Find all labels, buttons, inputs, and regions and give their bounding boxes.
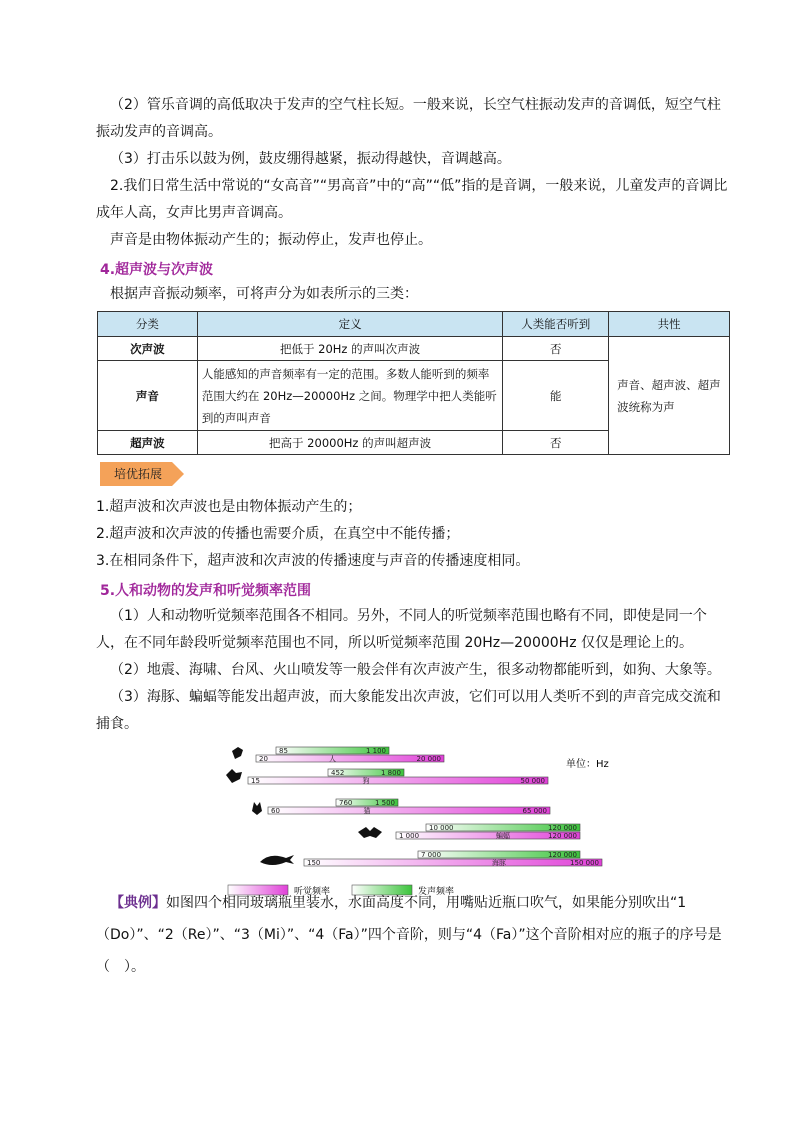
section-5-paragraph: （1）人和动物听觉频率范围各不相同。另外，不同人的听觉频率范围也略有不同，即使是同一个人，在不同年龄段听觉频率范围也不同，所以听觉频率范围 20Hz—20000Hz 仅仅是理论上的。 bbox=[96, 608, 707, 651]
paragraph-vibration: 声音是由物体振动产生的；振动停止，发声也停止。 bbox=[110, 232, 432, 248]
legend-hearing-label: 听觉频率 bbox=[294, 887, 331, 897]
hearing-max-label: 20 000 bbox=[416, 755, 441, 763]
voice-max-label: 1 100 bbox=[365, 747, 386, 755]
table-cell-definition: 把低于 20Hz 的声叫次声波 bbox=[197, 337, 503, 361]
table-header: 共性 bbox=[609, 312, 730, 337]
hearing-bar bbox=[304, 859, 602, 866]
example-problem bbox=[96, 887, 732, 983]
hearing-min-label: 150 bbox=[307, 859, 321, 867]
chart-row bbox=[260, 851, 602, 867]
voice-max-label: 120 000 bbox=[548, 851, 577, 859]
table-header-row bbox=[98, 312, 730, 337]
animal-label: 人 bbox=[329, 755, 336, 763]
animal-label: 蝙蝠 bbox=[496, 832, 510, 840]
table-header: 人类能否听到 bbox=[503, 312, 609, 337]
animal-label: 猫 bbox=[363, 807, 371, 815]
extension-item: 1.超声波和次声波也是由物体振动产生的； bbox=[96, 499, 362, 515]
cat-icon bbox=[252, 802, 262, 815]
section-5-paragraph: （2）地震、海啸、台风、火山喷发等一般会伴有次声波产生，很多动物都能听到，如狗、大象等。 bbox=[110, 662, 721, 678]
table-header: 定义 bbox=[197, 312, 503, 337]
dog-icon bbox=[226, 769, 242, 783]
sound-classification-table bbox=[97, 311, 730, 455]
voice-max-label: 1 800 bbox=[380, 769, 401, 777]
table-row bbox=[98, 337, 730, 361]
paragraph-pitch-voice: 2.我们日常生活中常说的“女高音”“男高音”中的“高”“低”指的是音调，一般来说，儿童发声的音调比成年人高，女声比男声音调高。 bbox=[96, 178, 728, 221]
example-text: 如图四个相同玻璃瓶里装水，水面高度不同，用嘴贴近瓶口吹气，如果能分别吹出“1（Do）”、“2（Re）”、“3（Mi）”、“4（Fa）”四个音阶，则与“4（Fa）”这个音阶相对应的瓶子的序号是（ ）。 bbox=[96, 895, 722, 975]
table-cell-common: 声音、超声波、超声波统称为声 bbox=[609, 337, 730, 455]
hearing-min-label: 60 bbox=[271, 807, 280, 815]
voice-min-label: 452 bbox=[331, 769, 345, 777]
section-4-intro: 根据声音振动频率，可将声分为如表所示的三类： bbox=[110, 286, 418, 302]
voice-min-label: 85 bbox=[279, 747, 288, 755]
hearing-bar bbox=[268, 807, 550, 814]
paragraph-wind-instruments: （2）管乐音调的高低取决于发声的空气柱长短。一般来说，长空气柱振动发声的音调低，短空气柱振动发声的音调高。 bbox=[96, 97, 721, 140]
voice-min-label: 7 000 bbox=[421, 851, 442, 859]
table-cell-category: 超声波 bbox=[98, 431, 198, 455]
voice-max-label: 120 000 bbox=[548, 824, 577, 832]
animal-label: 海豚 bbox=[492, 859, 506, 867]
table-cell-audible: 否 bbox=[503, 431, 609, 455]
voice-min-label: 10 000 bbox=[429, 824, 454, 832]
voice-max-label: 1 500 bbox=[374, 799, 395, 807]
table-cell-category: 次声波 bbox=[98, 337, 198, 361]
frequency-range-chart bbox=[0, 735, 794, 905]
table-cell-definition: 把高于 20000Hz 的声叫超声波 bbox=[197, 431, 503, 455]
hearing-max-label: 150 000 bbox=[570, 859, 599, 867]
legend-voice-label: 发声频率 bbox=[418, 887, 455, 897]
table-cell-audible: 能 bbox=[503, 361, 609, 431]
extension-banner-label: 培优拓展 bbox=[114, 467, 163, 481]
extension-item: 2.超声波和次声波的传播也需要介质，在真空中不能传播； bbox=[96, 526, 460, 542]
person-icon bbox=[232, 747, 243, 759]
hearing-min-label: 20 bbox=[259, 755, 268, 763]
table-cell-category: 声音 bbox=[98, 361, 198, 431]
dolphin-icon bbox=[260, 855, 294, 865]
hearing-min-label: 15 bbox=[251, 777, 260, 785]
extension-item: 3.在相同条件下，超声波和次声波的传播速度与声音的传播速度相同。 bbox=[96, 553, 530, 569]
voice-min-label: 760 bbox=[339, 799, 353, 807]
chart-row bbox=[232, 747, 444, 763]
hearing-max-label: 65 000 bbox=[522, 807, 547, 815]
bat-icon bbox=[358, 827, 382, 838]
section-5-heading: 5.人和动物的发声和听觉频率范围 bbox=[100, 583, 312, 599]
chart-row bbox=[252, 799, 550, 815]
section-5-paragraph: （3）海豚、蝙蝠等能发出超声波，而大象能发出次声波，它们可以用人类听不到的声音完成交流和捕食。 bbox=[96, 689, 721, 732]
hearing-min-label: 1 000 bbox=[399, 832, 420, 840]
example-label: 【典例】 bbox=[110, 895, 166, 911]
chart-row bbox=[226, 769, 548, 785]
table-cell-definition: 人能感知的声音频率有一定的范围。多数人能听到的频率范围大约在 20Hz—20000Hz 之间。物理学中把人类能听到的声叫声音 bbox=[197, 361, 503, 431]
table-header: 分类 bbox=[98, 312, 198, 337]
hearing-bar bbox=[248, 777, 548, 784]
animal-label: 狗 bbox=[362, 777, 370, 785]
paragraph-percussion: （3）打击乐以鼓为例，鼓皮绷得越紧，振动得越快，音调越高。 bbox=[110, 151, 511, 167]
chart-row bbox=[358, 824, 580, 840]
section-4-heading: 4.超声波与次声波 bbox=[100, 262, 214, 278]
table-cell-audible: 否 bbox=[503, 337, 609, 361]
hearing-max-label: 50 000 bbox=[520, 777, 545, 785]
chart-unit-label: 单位：Hz bbox=[566, 759, 609, 770]
hearing-max-label: 120 000 bbox=[548, 832, 577, 840]
